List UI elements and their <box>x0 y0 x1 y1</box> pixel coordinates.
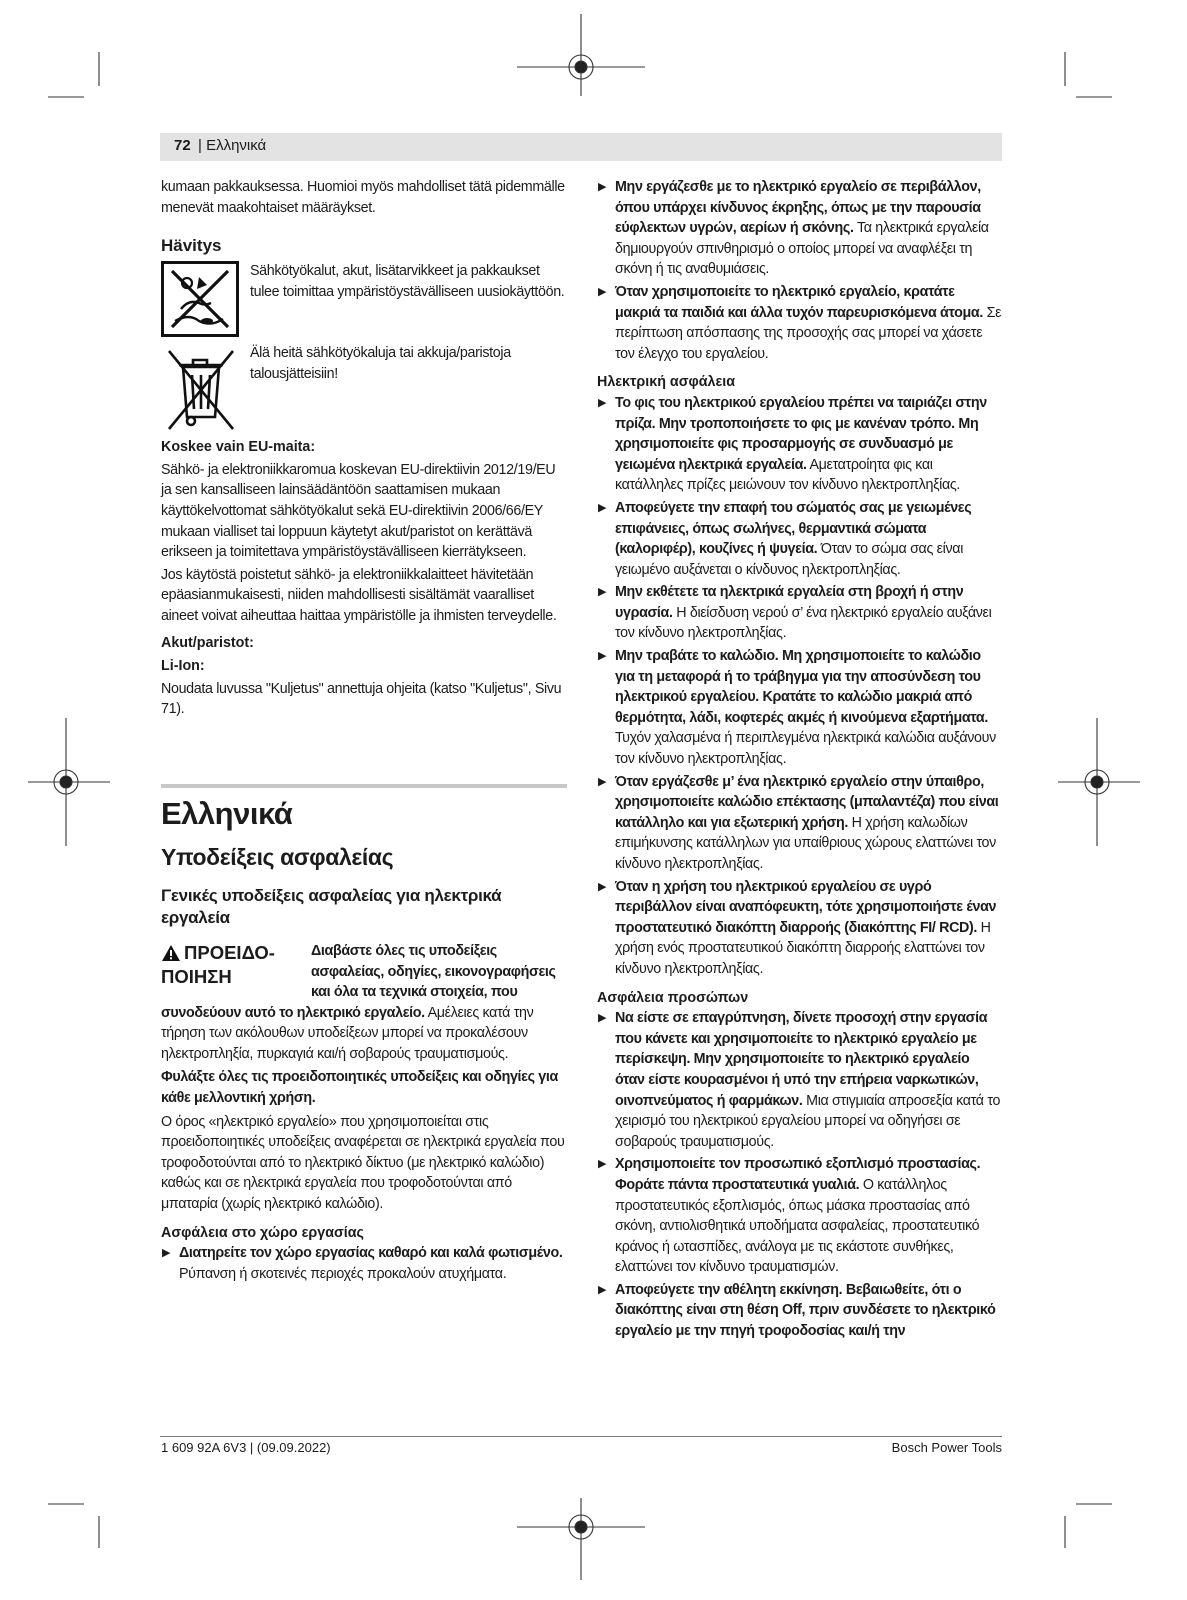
bullet-bold-text: Μην εργάζεσθε με το ηλεκτρικό εργαλείο σε περιβάλλον, όπου υπάρχει κίνδυνος έκρηξης, όπως με την παρουσία εύφλεκτων υγρών, αερίων ή σκόνης. <box>615 179 981 237</box>
eu-heading: Koskee vain EU-maita: <box>161 439 316 456</box>
work-area-bullet <box>161 1243 567 1284</box>
bullet-regular-text: Ο κατάλληλος προστατευτικός εξοπλισμός, όπως μάσκα προστασίας από σκόνη, αντιολισθητικά υποδήματα ασφαλείας, προστατευτικό κράνος ή ωτασπίδες, ανάλογα με τις εκάστοτε συνθήκες, ελαττώνει τον κίνδυνο τραυματισμών. <box>615 1176 980 1276</box>
bullet-regular-text: Αμετατροίητα φις και κατάλληλες πρίζες μειώνουν τον κίνδυνο ηλεκτροπληξίας. <box>615 456 961 494</box>
bullet-arrow-icon: ▶ <box>162 1247 171 1260</box>
bullet-explosive-atmosphere <box>597 177 1002 280</box>
bullet-grounded-surfaces <box>597 498 1002 580</box>
bullet-bold-text: Διατηρείτε τον χώρο εργασίας καθαρό και καλά φωτισμένο. <box>179 1245 563 1262</box>
bullet-bold-text: Αποφεύγετε την επαφή του σώματός σας με γειωμένες επιφάνειες, όπως σωλήνες, θερμαντικά σώματα (καλοριφέρ), κουζίνες ή ψυγεία. <box>615 499 972 558</box>
eu-paragraph-2: Jos käytöstä poistetut sähkö- ja elektroniikkalaitteet hävitetään epäasianmukaisesti, niiden mahdollisesti sisältämät vaaralliset aineet voivat aiheuttaa haittaa ympäristölle ja ihmisten terveydelle. <box>161 566 557 624</box>
bullet-bold-text: Να είστε σε επαγρύπνηση, δίνετε προσοχή στην εργασία που κάνετε και χρησιμοποιείτε το ηλεκτρικό εργαλείο με περίσκεψη. Μην χρησιμοποιείτε το ηλεκτρικό εργαλείο όταν είστε κουρασμένοι ή υπό την επήρεια ναρκωτικών, οινοπνεύματος ή φαρμάκων. <box>615 1010 988 1109</box>
bullet-regular-text: Ρύπανση ή σκοτεινές περιοχές προκαλούν ατυχήματα. <box>179 1265 507 1282</box>
bullet-rcd <box>597 877 1002 980</box>
li-ion-heading: Li-Ion: <box>161 658 205 675</box>
bullet-rain <box>597 582 1002 644</box>
bullet-arrow-icon: ▶ <box>598 1283 607 1296</box>
disposal-bin-row <box>161 343 567 433</box>
page-header-bar <box>160 133 1002 161</box>
disposal-text-recycle: Sähkötyökalut, akut, lisätarvikkeet ja pakkaukset tulee toimittaa ympäristöystävälliseen uusiokäyttöön. <box>250 263 565 300</box>
warning-bold-text: Διαβάστε όλες τις υποδείξεις ασφαλείας, οδηγίες, εικονογραφήσεις και όλα τα τεχνικά στοιχεία, που συνοδεύουν αυτό το ηλεκτρικό εργαλείο. <box>161 942 556 1021</box>
section-divider <box>161 784 567 788</box>
disposal-heading: Hävitys <box>161 236 222 256</box>
page-number: 72 <box>174 137 191 154</box>
recycle-pictogram-icon <box>161 261 239 337</box>
warning-regular-text: Αμέλειες κατά την τήρηση των ακόλουθων υποδείξεων μπορεί να προκαλέσουν ηλεκτροπληξία, πυρκαγιά και/ή σοβαρούς τραυματισμούς. <box>161 1004 534 1062</box>
right-column <box>597 177 1002 1342</box>
bullet-regular-text: Σε περίπτωση απόσπασης της προσοχής σας μπορεί να χάσετε τον έλεγχο του εργαλείου. <box>615 304 1002 362</box>
disposal-recycle-row <box>161 261 567 337</box>
bullet-stay-alert <box>597 1008 1002 1152</box>
eu-paragraph-1: Sähkö- ja elektroniikkaromua koskevan EU-direktiivin 2012/19/EU ja sen kansalliseen lainsäädäntöön saattamisen mukaan käyttökelvottomat sähkötyökalut sekä EU-direktiivin 2006/66/EY mukaan vialliset tai loppuun käytetyt akut/paristot on kerättävä erikseen ja toimitettava ympäristöystävälliseen kierrätykseen. <box>161 461 556 561</box>
warning-block <box>161 941 567 1065</box>
footer-document-id: 1 609 92A 6V3 | (09.09.2022) <box>161 1440 331 1455</box>
disposal-text-bin: Älä heitä sähkötyökaluja tai akkuja/paristoja talousjätteisiin! <box>250 345 511 382</box>
bullet-regular-text: Τα ηλεκτρικά εργαλεία δημιουργούν σπινθηρισμό ο οποίος μπορεί να αναφλέξει τη σκόνη ή τις αναθυμιάσεις. <box>615 220 989 278</box>
bullet-regular-text: Η διείσδυση νερού σ’ ένα ηλεκτρικό εργαλείο αυξάνει τον κίνδυνο ηλεκτροπληξίας. <box>615 604 992 642</box>
footer-brand: Bosch Power Tools <box>891 1440 1002 1455</box>
bullet-arrow-icon: ▶ <box>598 775 607 788</box>
bullet-bold-text: Χρησιμοποιείτε τον προσωπικό εξοπλισμό προστασίας. Φοράτε πάντα προστατευτικά γυαλιά. <box>615 1156 981 1193</box>
work-area-heading: Ασφάλεια στο χώρο εργασίας <box>161 1224 364 1241</box>
personal-safety-heading: Ασφάλεια προσώπων <box>597 989 749 1006</box>
warning-label <box>161 941 311 989</box>
bullet-protective-equipment <box>597 1154 1002 1278</box>
bullet-keep-children-away <box>597 282 1002 364</box>
bullet-bold-text: Το φις του ηλεκτρικού εργαλείου πρέπει να ταιριάζει στην πρίζα. Μην τροποποιήσετε το φις με κανέναν τρόπο. Μη χρησιμοποιείτε φις προσαρμογής σε συνδυασμό με γειωμένα ηλεκτρικά εργαλεία. <box>615 394 987 473</box>
bullet-regular-text: Όταν το σώμα σας είναι γειωμένο αυξάνεται ο κίνδυνος ηλεκτροπληξίας. <box>615 541 964 578</box>
warning-label-text: ΠΡΟΕΙΔΟ-ΠΟΙΗΣΗ <box>161 941 275 987</box>
bullet-regular-text: Τυχόν χαλασμένα ή περιπλεγμένα ηλεκτρικά καλώδια αυξάνουν τον κίνδυνο ηλεκτροπληξίας. <box>615 730 996 768</box>
li-ion-paragraph: Noudata luvussa "Kuljetus" annettuja ohjeita (katso "Kuljetus", Sivu 71). <box>161 680 562 718</box>
bullet-bold-text: Όταν χρησιμοποιείτε το ηλεκτρικό εργαλείο, κρατάτε μακριά τα παιδιά και άλλα τυχόν παρευρισκόμενα άτομα. <box>615 283 983 321</box>
bullet-regular-text: Μια στιγμιαία απροσεξία κατά το χειρισμό του ηλεκτρικού εργαλείου μπορεί να οδηγήσει σε σοβαρούς τραυματισμούς. <box>615 1092 1001 1150</box>
footer-divider <box>160 1436 1002 1437</box>
bullet-arrow-icon: ▶ <box>598 1158 607 1171</box>
bullet-arrow-icon: ▶ <box>598 501 607 514</box>
power-tool-term-paragraph: Ο όρος «ηλεκτρικό εργαλείο» που χρησιμοποιείται στις προειδοποιητικές υποδείξεις αναφέρεται σε ηλεκτρικά εργαλεία που τροφοδοτούνται από το ηλεκτρικό δίκτυο (με ηλεκτρικό καλώδιο) καθώς και σε ηλεκτρικά εργαλεία που τροφοδοτούνται από μπαταρία (χωρίς ηλεκτρικό καλώδιο). <box>161 1113 565 1213</box>
bullet-arrow-icon: ▶ <box>598 285 607 298</box>
crossed-out-wheelie-bin-icon <box>161 343 239 433</box>
bullet-bold-text: Αποφεύγετε την αθέλητη εκκίνηση. Βεβαιωθείτε, ότι ο διακόπτης είναι στη θέση Off, πριν συνδέσετε το ηλεκτρικό εργαλείο με την πηγή τροφοδοσίας και/ή την <box>615 1281 996 1340</box>
bullet-arrow-icon: ▶ <box>598 650 607 663</box>
bullet-regular-text: Η χρήση ενός προστατευτικού διακόπτη διαρροής ελαττώνει τον κίνδυνο ηλεκτροπληξίας. <box>615 919 991 977</box>
section-title: Ελληνικά <box>161 795 293 831</box>
bullet-bold-text: Μην τραβάτε το καλώδιο. Μη χρησιμοποιείτε το καλώδιο για τη μεταφορά ή το τράβηγμα για την αποσύνδεση του ηλεκτρικού εργαλείου. Κρατάτε το καλώδιο μακριά από θερμότητα, λάδι, κοφτερές ακμές ή κινούμενα εξαρτήματα. <box>615 648 988 726</box>
intro-paragraph: kumaan pakkauksessa. Huomioi myös mahdolliset tätä pidemmälle menevät maakohtaiset määräykset. <box>161 179 565 216</box>
bullet-cord <box>597 646 1002 770</box>
bullet-arrow-icon: ▶ <box>598 586 607 599</box>
header-language: | Ελληνικά <box>198 137 267 154</box>
keep-instructions: Φυλάξτε όλες τις προειδοποιητικές υποδείξεις και οδηγίες για κάθε μελλοντική χρήση. <box>161 1069 558 1107</box>
bullet-bold-text: Όταν η χρήση του ηλεκτρικού εργαλείου σε υγρό περιβάλλον είναι αναπόφευκτη, τότε χρησιμοποιήστε έναν προστατευτικό διακόπτη διαρροής (διακόπτης FI/ RCD). <box>615 878 997 936</box>
batteries-heading: Akut/paristot: <box>161 634 254 651</box>
bullet-bold-text: Μην εκθέτετε τα ηλεκτρικά εργαλεία στη βροχή ή στην υγρασία. <box>615 584 964 621</box>
left-column <box>161 177 567 1284</box>
bullet-bold-text: Όταν εργάζεσθε μ’ ένα ηλεκτρικό εργαλείο στην ύπαιθρο, χρησιμοποιείτε καλώδιο επέκτασης (μπαλαντέζα) που είναι κατάλληλο και για εξωτερική χρήση. <box>615 773 999 831</box>
bullet-plug <box>597 393 1002 496</box>
electrical-safety-heading: Ηλεκτρική ασφάλεια <box>597 374 735 391</box>
bullet-arrow-icon: ▶ <box>598 1012 607 1025</box>
warning-triangle-icon <box>161 944 181 962</box>
bullet-arrow-icon: ▶ <box>598 396 607 409</box>
bullet-unintentional-start <box>597 1280 1002 1342</box>
bullet-outdoor-extension <box>597 772 1002 875</box>
bullet-arrow-icon: ▶ <box>598 181 607 193</box>
bullet-arrow-icon: ▶ <box>598 880 607 893</box>
bullet-regular-text: Η χρήση καλωδίων επιμήκυνσης κατάλληλων για υπαίθριους χώρους ελαττώνει τον κίνδυνο ηλεκτροπληξίας. <box>615 814 996 872</box>
general-safety-title: Γενικές υποδείξεις ασφαλείας για ηλεκτρικά εργαλεία <box>161 885 502 927</box>
safety-title: Υποδείξεις ασφαλείας <box>161 843 394 870</box>
